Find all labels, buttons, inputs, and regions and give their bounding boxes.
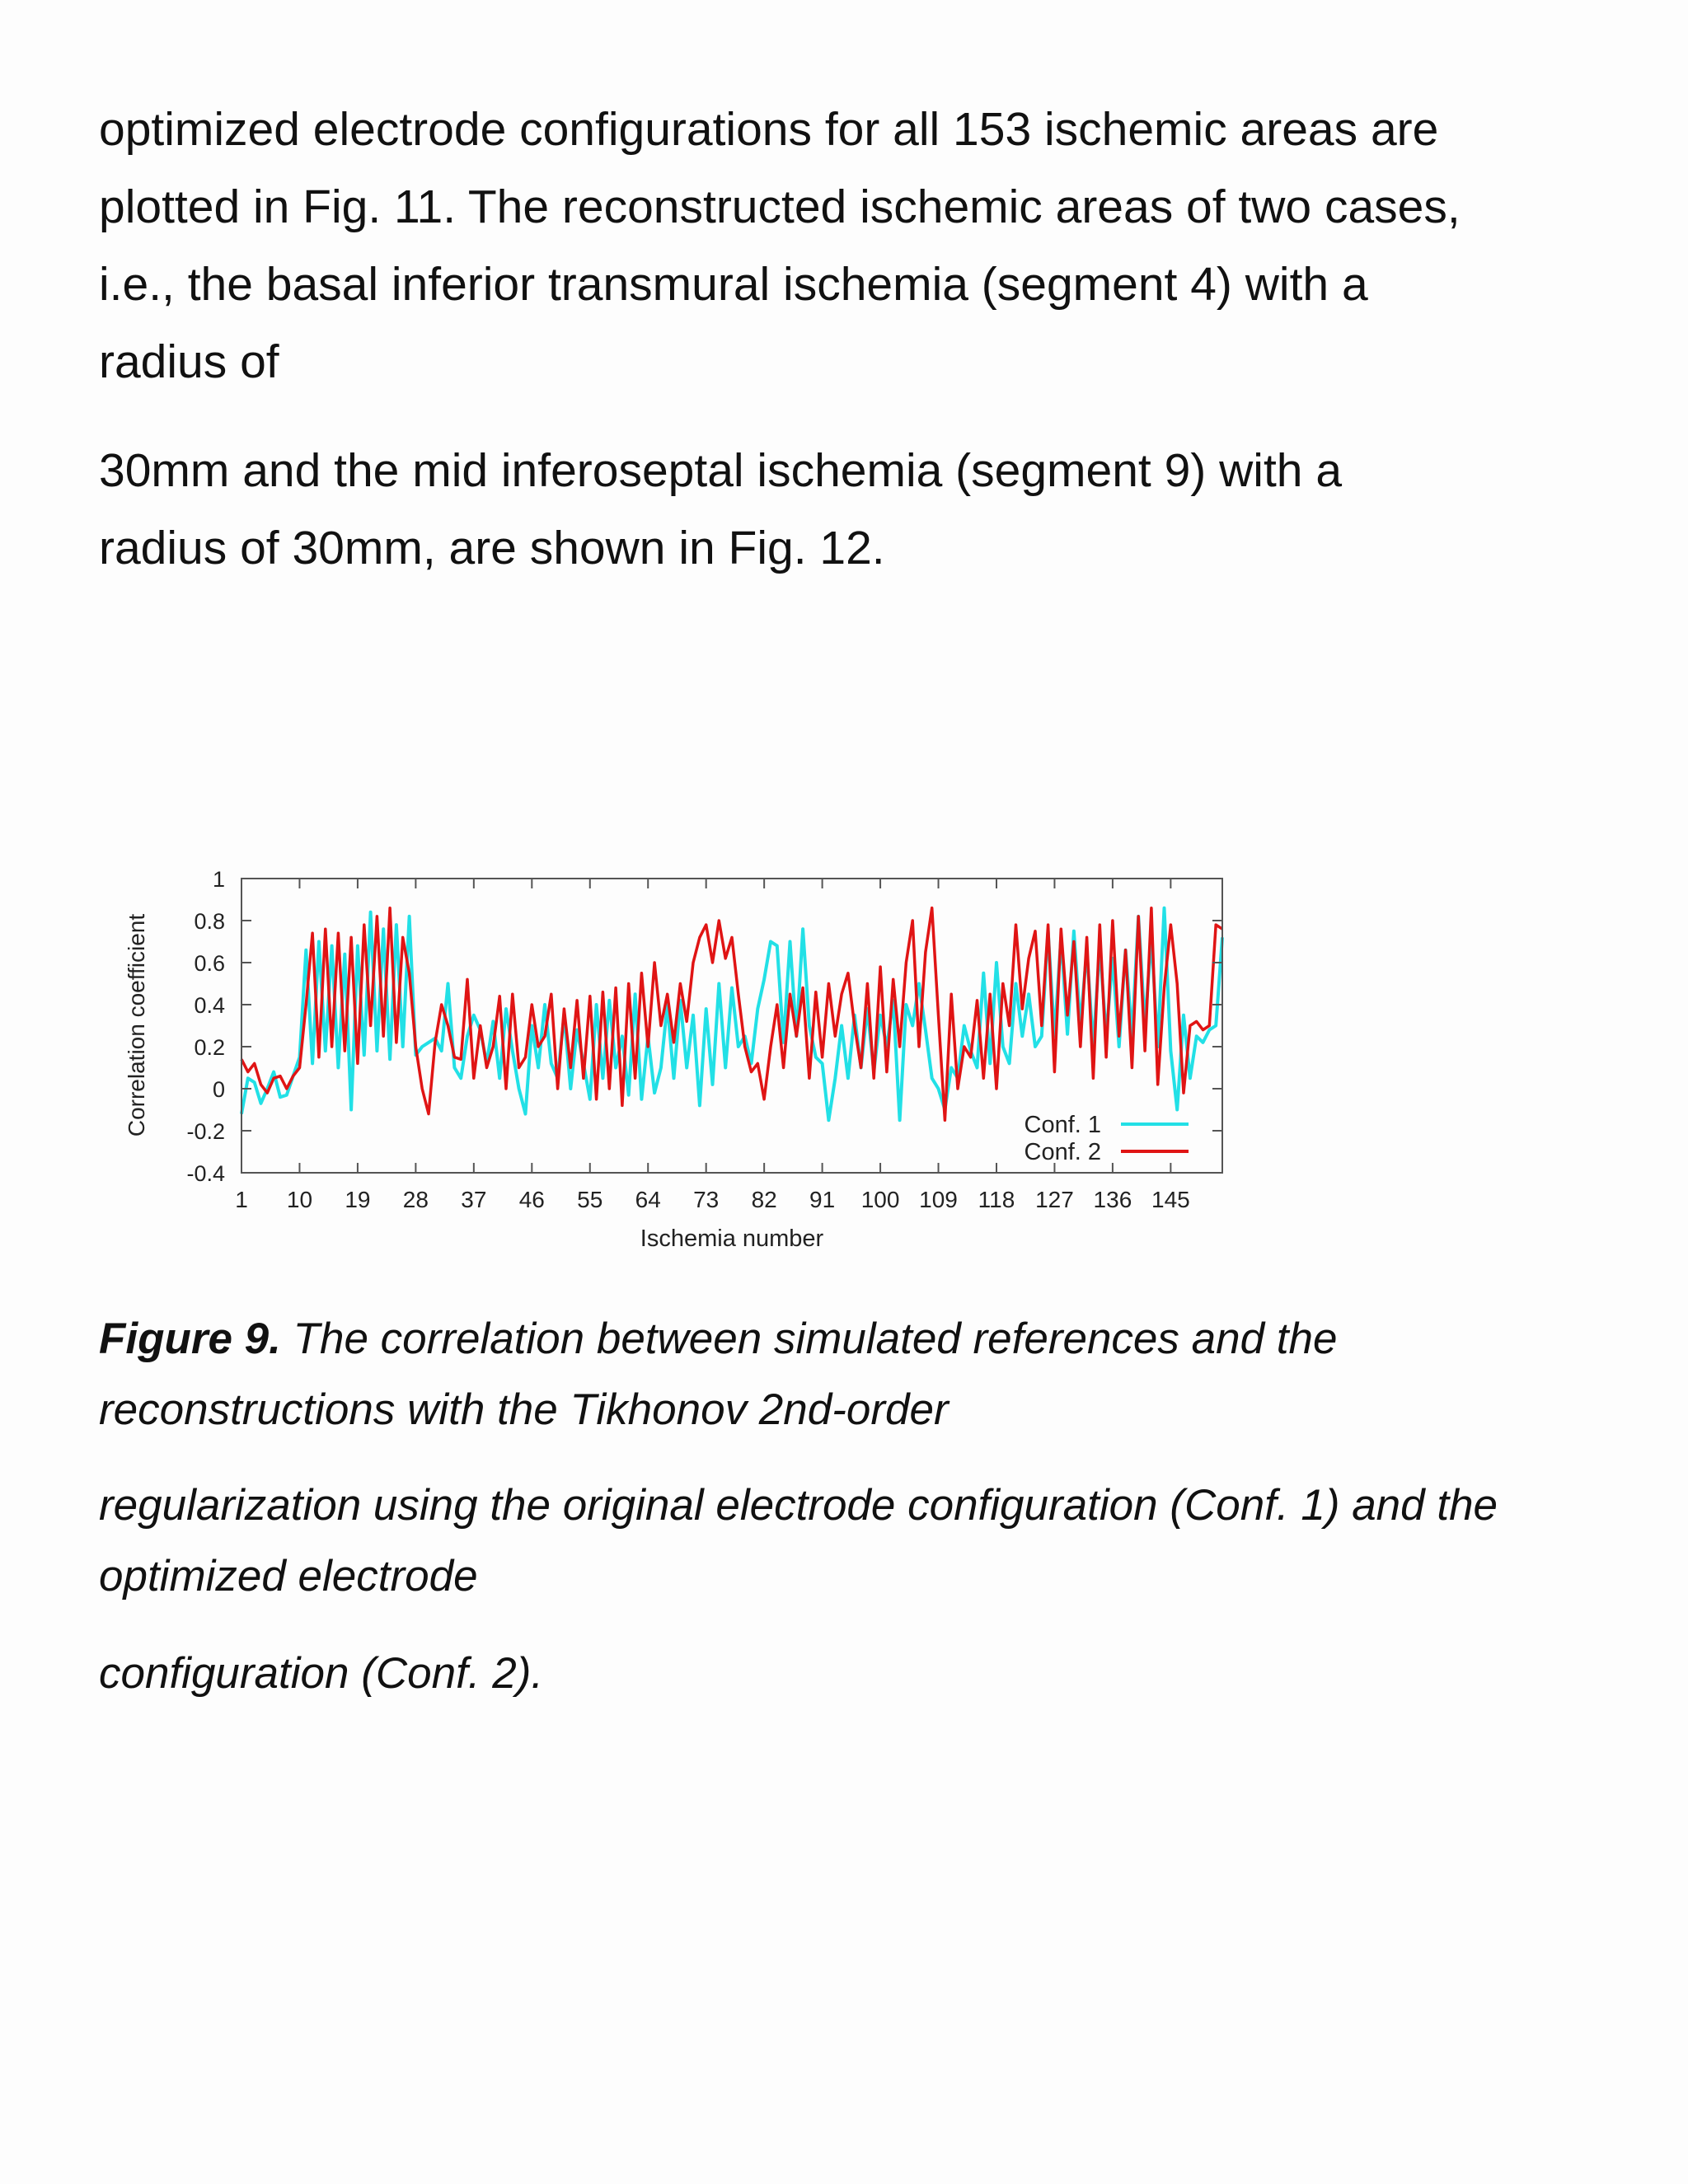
x-tick-label: 118 xyxy=(978,1187,1015,1212)
x-tick-label: 37 xyxy=(461,1187,487,1212)
legend xyxy=(1025,1112,1189,1165)
x-tick-label: 145 xyxy=(1151,1187,1190,1212)
y-tick-label: 1 xyxy=(212,867,225,892)
x-tick-label: 19 xyxy=(345,1187,371,1212)
legend-label-conf-1: Conf. 1 xyxy=(1024,1112,1101,1138)
x-tick-label: 73 xyxy=(693,1187,720,1212)
x-tick-label: 28 xyxy=(402,1187,429,1212)
y-tick-label: 0.4 xyxy=(194,993,225,1018)
figure-caption-end xyxy=(99,1638,1599,1709)
y-tick-label: 0.6 xyxy=(194,951,225,976)
y-tick-label: -0.2 xyxy=(186,1119,225,1144)
x-tick-label: 100 xyxy=(860,1187,900,1212)
text-line: i.e., the basal inferior transmural ischemia (segment 4) with a xyxy=(99,258,1368,311)
text-line: plotted in Fig. 11. The reconstructed ischemic areas of two cases, xyxy=(99,180,1461,233)
plot-lines xyxy=(241,908,1222,1121)
caption-line: reconstructions with the Tikhonov 2nd-order xyxy=(99,1385,949,1434)
x-tick-label: 127 xyxy=(1035,1187,1074,1212)
x-tick-label: 91 xyxy=(809,1187,836,1212)
caption-line: optimized electrode xyxy=(99,1552,478,1601)
x-tick-label: 46 xyxy=(518,1187,545,1212)
x-tick-label: 82 xyxy=(751,1187,777,1212)
x-tick-label: 136 xyxy=(1093,1187,1132,1212)
y-tick-label: 0 xyxy=(212,1077,225,1102)
text-line: optimized electrode configurations for all 153 ischemic areas are xyxy=(99,103,1439,156)
x-tick-label: 64 xyxy=(635,1187,661,1212)
legend-label-conf-2: Conf. 2 xyxy=(1024,1139,1101,1165)
text-line: radius of xyxy=(99,335,279,388)
y-tick-label: 0.8 xyxy=(194,909,225,934)
figure-label: Figure 9. xyxy=(99,1315,281,1363)
y-tick-label: -0.4 xyxy=(186,1161,225,1186)
x-axis-label: Ischemia number xyxy=(640,1226,824,1252)
y-axis-label: Correlation coefficient xyxy=(124,913,149,1137)
x-tick-label: 1 xyxy=(235,1187,248,1212)
figure-caption xyxy=(99,1304,1599,1446)
figure-caption-continued xyxy=(99,1470,1599,1612)
caption-line xyxy=(99,1304,1599,1375)
x-tick-label: 109 xyxy=(919,1187,958,1212)
x-tick-label: 55 xyxy=(577,1187,603,1212)
y-tick-label: 0.2 xyxy=(194,1035,225,1060)
caption-line: regularization using the original electrode configuration (Conf. 1) and the xyxy=(99,1481,1498,1530)
text-line: radius of 30mm, are shown in Fig. 12. xyxy=(99,522,885,574)
x-tick-label: 10 xyxy=(286,1187,313,1212)
caption-text: The correlation between simulated references and the xyxy=(280,1315,1338,1363)
text-line: 30mm and the mid inferoseptal ischemia (segment 9) with a xyxy=(99,444,1343,497)
caption-line: configuration (Conf. 2). xyxy=(99,1649,544,1698)
